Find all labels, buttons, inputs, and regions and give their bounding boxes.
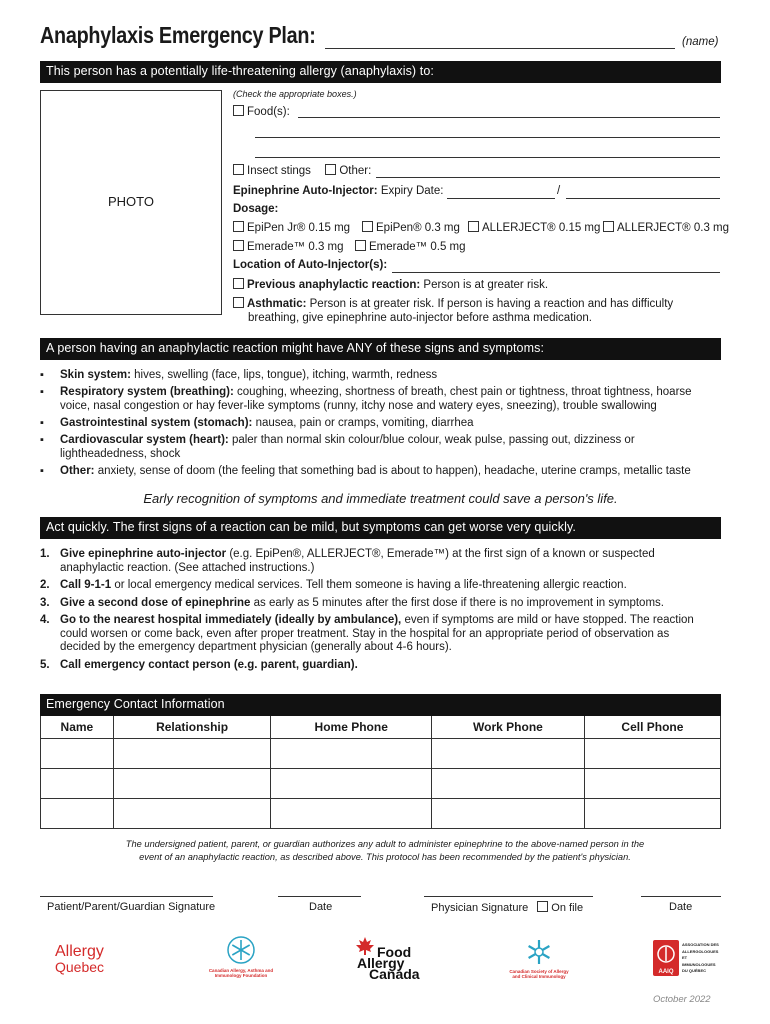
column-header: Name [41,716,114,738]
physician-signature-line[interactable] [424,896,593,897]
caaif-text: Canadian Allergy, Asthma and Immunology Foundation [208,968,274,978]
other-label: Other: [339,165,372,177]
table-cell[interactable] [113,798,271,828]
foods-checkbox[interactable] [233,105,244,116]
aaiq-emblem-icon [653,942,679,968]
column-header: Work Phone [431,716,584,738]
table-cell[interactable] [113,768,271,798]
symptoms-banner: A person having an anaphylactic reaction might have ANY of these signs and symptoms: [40,338,721,360]
asthmatic-text: Person is at greater risk. If person is having a reaction and has difficulty [309,298,674,310]
column-header: Home Phone [271,716,432,738]
consent-line-1: The undersigned patient, parent, or guardian authorizes any adult to administer epinephrine to the above-named person in the [125,839,645,849]
table-cell[interactable] [41,768,114,798]
snowflake-icon [525,938,553,966]
on-file-label: On file [551,902,584,914]
expiry-label: Expiry Date: [380,185,444,197]
dose-label: ALLERJECT® 0.3 mg [617,222,730,234]
step-item: 5. Call emergency contact person (e.g. parent, guardian). [40,658,358,671]
name-field[interactable] [325,48,675,49]
step-item: 2. Call 9-1-1 or local emergency medical services. Tell them someone is having a life-threatening allergic reaction. [40,579,627,591]
physician-signature-label: Physician Signature [431,902,529,914]
fac-text-2: Allergy [357,955,405,971]
maple-leaf-icon [355,936,375,956]
allergy-quebec-text-1: Allergy [55,943,104,960]
table-cell[interactable] [584,798,720,828]
page-title: Anaphylaxis Emergency Plan: [40,22,316,48]
aaiq-mark [653,940,679,976]
date-label-1: Date [309,901,333,913]
other-checkbox[interactable] [325,164,336,175]
epi-label: Epinephrine Auto-Injector: [233,185,378,197]
previous-label: Previous anaphylactic reaction: [247,279,421,291]
previous-row [233,278,548,291]
table-row [41,768,721,798]
insect-checkbox[interactable] [233,164,244,175]
location-label: Location of Auto-Injector(s): [233,259,388,271]
dose-row-1d [603,221,729,234]
snowflake-icon [226,935,256,965]
fac-text-3: Canada [369,966,420,982]
table-cell[interactable] [431,798,584,828]
step-item: 1. Give epinephrine auto-injector (e.g. EpiPen®, ALLERJECT®, Emerade™) at the first sign of a known or suspected anaphylactic reaction. (See attached instructions.) [40,548,655,574]
asthmatic-text-2: breathing, give epinephrine auto-injector before asthma medication. [248,312,592,324]
dose-row-1c [468,221,600,234]
physician-signature-caption [431,901,583,914]
aaiq-text: ASSOCIATION DES ALLERGOLOGUES ET IMMUNOLOGUES DU QUÉBEC [682,942,719,973]
asthmatic-row [233,297,673,310]
table-cell[interactable] [271,738,432,768]
photo-label: PHOTO [108,194,154,209]
foods-label: Food(s): [247,106,290,118]
csaci-logo [505,938,573,982]
name-hint: (name) [682,36,719,48]
contacts-banner: Emergency Contact Information [40,694,721,716]
dose-checkbox-emerade-05[interactable] [355,240,366,251]
csaci-text: Canadian Society of Allergy and Clinical Immunology [509,969,569,979]
column-header: Relationship [113,716,271,738]
contacts-table [40,716,721,829]
table-row [41,738,721,768]
dose-checkbox-allerject-03[interactable] [603,221,614,232]
table-cell[interactable] [584,768,720,798]
table-cell[interactable] [113,738,271,768]
step-item: 4. Go to the nearest hospital immediately (ideally by ambulance), even if symptoms are mild or have stopped. The reaction could worsen or come back, even after proper treatment. Stay in the hospital for an appropriate period of observation as decided by the emergency department physician (generally about 4-6 hours). [40,614,694,653]
dose-row-2 [233,240,344,253]
dose-row-2b [355,240,466,253]
allergy-quebec-logo [55,944,125,980]
previous-checkbox[interactable] [233,278,244,289]
allergy-banner: This person has a potentially life-threatening allergy (anaphylaxis) to: [40,61,721,83]
table-cell[interactable] [41,738,114,768]
caaif-logo [203,935,279,979]
table-cell[interactable] [271,798,432,828]
dosage-label: Dosage: [233,203,279,215]
emphasis-text: Early recognition of symptoms and immediate treatment could save a person's life. [143,491,618,506]
step-item: 3. Give a second dose of epinephrine as early as 5 minutes after the first dose if there is no improvement in symptoms. [40,596,664,609]
foods-line-2[interactable] [255,137,720,138]
dose-label: EpiPen® 0.3 mg [376,222,460,234]
symptoms-list [40,368,720,481]
dose-label: Emerade™ 0.5 mg [369,241,466,253]
column-header: Cell Phone [584,716,720,738]
foods-line-1[interactable] [298,117,720,118]
aaiq-mark-text: AAIQ [658,969,674,975]
table-cell[interactable] [41,798,114,828]
symptom-item: ▪ Cardiovascular system (heart): paler than normal skin colour/blue colour, weak pulse, passing out, dizziness or lightheadedness, shock [40,433,720,461]
dose-row-1b [362,221,460,234]
check-hint: (Check the appropriate boxes.) [233,89,357,99]
asthmatic-checkbox[interactable] [233,297,244,308]
food-allergy-canada-logo [355,936,420,984]
dose-checkbox-epipen[interactable] [362,221,373,232]
location-line[interactable] [392,272,720,273]
patient-signature-label: Patient/Parent/Guardian Signature [47,901,216,913]
act-banner: Act quickly. The first signs of a reaction can be mild, but symptoms can get worse very quickly. [40,517,721,539]
previous-text: Person is at greater risk. [423,279,549,291]
epi-row [233,185,443,197]
expiry-month-line[interactable] [447,198,555,199]
dose-label: EpiPen Jr® 0.15 mg [247,222,351,234]
foods-row [233,105,290,118]
table-cell[interactable] [271,768,432,798]
dose-checkbox-emerade-03[interactable] [233,240,244,251]
on-file-checkbox[interactable] [537,901,548,912]
dose-row-1 [233,221,350,234]
table-cell[interactable] [431,738,584,768]
insect-other-row [233,164,371,177]
asthmatic-label: Asthmatic: [247,298,307,310]
table-cell[interactable] [584,738,720,768]
symptom-item: ▪ Other: anxiety, sense of doom (the feeling that something bad is about to happen), headache, uterine cramps, metallic taste [40,464,720,478]
date-label-2: Date [669,901,693,913]
symptom-item: ▪ Gastrointestinal system (stomach): nausea, pain or cramps, vomiting, diarrhea [40,416,720,430]
consent-line-2: event of an anaphylactic reaction, as described above. This protocol has been recommended by the patient's physician. [139,852,631,862]
symptom-item: ▪ Respiratory system (breathing): coughing, wheezing, shortness of breath, chest pain or tightness, throat tightness, hoarse voice, nasal congestion or hay fever-like symptoms (runny, itchy nose and watery eyes, sneezing), trouble swallowing [40,385,720,413]
photo-box [40,90,222,315]
dose-label: ALLERJECT® 0.15 mg [482,222,601,234]
dose-checkbox-epipen-jr[interactable] [233,221,244,232]
foods-line-3[interactable] [255,157,720,158]
footer-date: October 2022 [653,994,711,1005]
date-line-2[interactable] [641,896,721,897]
fac-text-1: Food [377,944,412,960]
insect-label: Insect stings [247,165,311,177]
symptom-item: ▪ Skin system: hives, swelling (face, lips, tongue), itching, warmth, redness [40,368,720,382]
dose-checkbox-allerject-015[interactable] [468,221,479,232]
date-separator: / [557,185,561,197]
aaiq-logo [653,940,723,976]
patient-signature-line[interactable] [40,896,213,897]
other-line[interactable] [376,177,720,178]
steps-list [40,548,702,676]
table-cell[interactable] [431,768,584,798]
allergy-quebec-text-2: Quebec [55,959,105,975]
table-row [41,798,721,828]
dose-label: Emerade™ 0.3 mg [247,241,344,253]
date-line-1[interactable] [278,896,361,897]
expiry-year-line[interactable] [566,198,720,199]
